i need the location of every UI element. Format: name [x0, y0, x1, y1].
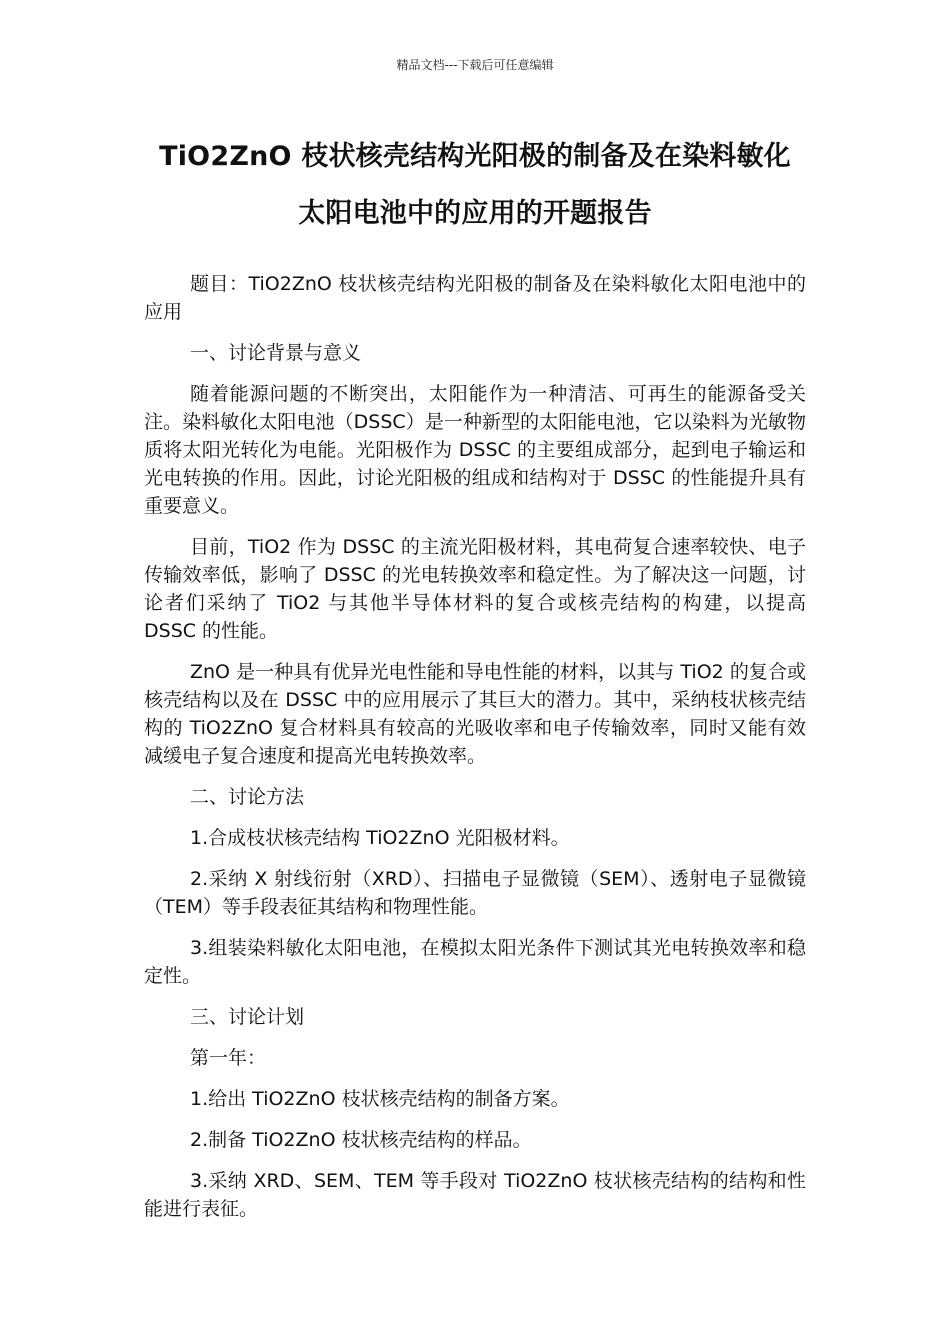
list-item: 2.采纳 X 射线衍射（XRD）、扫描电子显微镜（SEM）、透射电子显微镜（TEM）等手段表征其结构和物理性能。	[144, 868, 806, 918]
section-heading-plan: 三、讨论计划	[190, 1006, 305, 1028]
body-paragraph: ZnO 是一种具有优异光电性能和导电性能的材料，以其与 TiO2 的复合或核壳结构以及在 DSSC 中的应用展示了其巨大的潜力。其中，采纳枝状核壳结构的 TiO2ZnO 复合材料具有较高的光吸收率和电子传输效率，同时又能有效减缓电子复合速度和提高光电转换效率。	[144, 661, 806, 767]
document-title	[120, 128, 830, 242]
section-heading-methods: 二、讨论方法	[190, 786, 305, 808]
list-item: 1.给出 TiO2ZnO 枝状核壳结构的制备方案。	[190, 1088, 570, 1110]
body-paragraph: 随着能源问题的不断突出，太阳能作为一种清洁、可再生的能源备受关注。染料敏化太阳电池（DSSC）是一种新型的太阳能电池，它以染料为光敏物质将太阳光转化为电能。光阳极作为 DSSC 的主要组成部分，起到电子输运和光电转换的作用。因此，讨论光阳极的组成和结构对于 DSSC 的性能提升具有重要意义。	[144, 383, 806, 517]
list-item: 2.制备 TiO2ZnO 枝状核壳结构的样品。	[190, 1129, 532, 1151]
section-heading-background: 一、讨论背景与意义	[190, 342, 362, 364]
list-item: 1.合成枝状核壳结构 TiO2ZnO 光阳极材料。	[190, 827, 570, 849]
document-title-line-2: 太阳电池中的应用的开题报告	[298, 198, 652, 229]
body-paragraph: 目前，TiO2 作为 DSSC 的主流光阳极材料，其电荷复合速率较快、电子传输效率低，影响了 DSSC 的光电转换效率和稳定性。为了解决这一问题，讨论者们采纳了 TiO2 与其他半导体材料的复合或核壳结构的构建，以提高 DSSC 的性能。	[144, 536, 806, 642]
topic-paragraph: 题目：TiO2ZnO 枝状核壳结构光阳极的制备及在染料敏化太阳电池中的应用	[144, 273, 806, 323]
list-item: 3.采纳 XRD、SEM、TEM 等手段对 TiO2ZnO 枝状核壳结构的结构和性能进行表征。	[144, 1170, 806, 1220]
list-item: 3.组装染料敏化太阳电池，在模拟太阳光条件下测试其光电转换效率和稳定性。	[144, 937, 806, 987]
document-body	[144, 270, 806, 1236]
subheading-first-year: 第一年：	[190, 1047, 267, 1069]
document-title-line-1: TiO2ZnO 枝状核壳结构光阳极的制备及在染料敏化	[159, 141, 791, 172]
page-header-watermark: 精品文档---下载后可任意编辑	[396, 58, 554, 72]
